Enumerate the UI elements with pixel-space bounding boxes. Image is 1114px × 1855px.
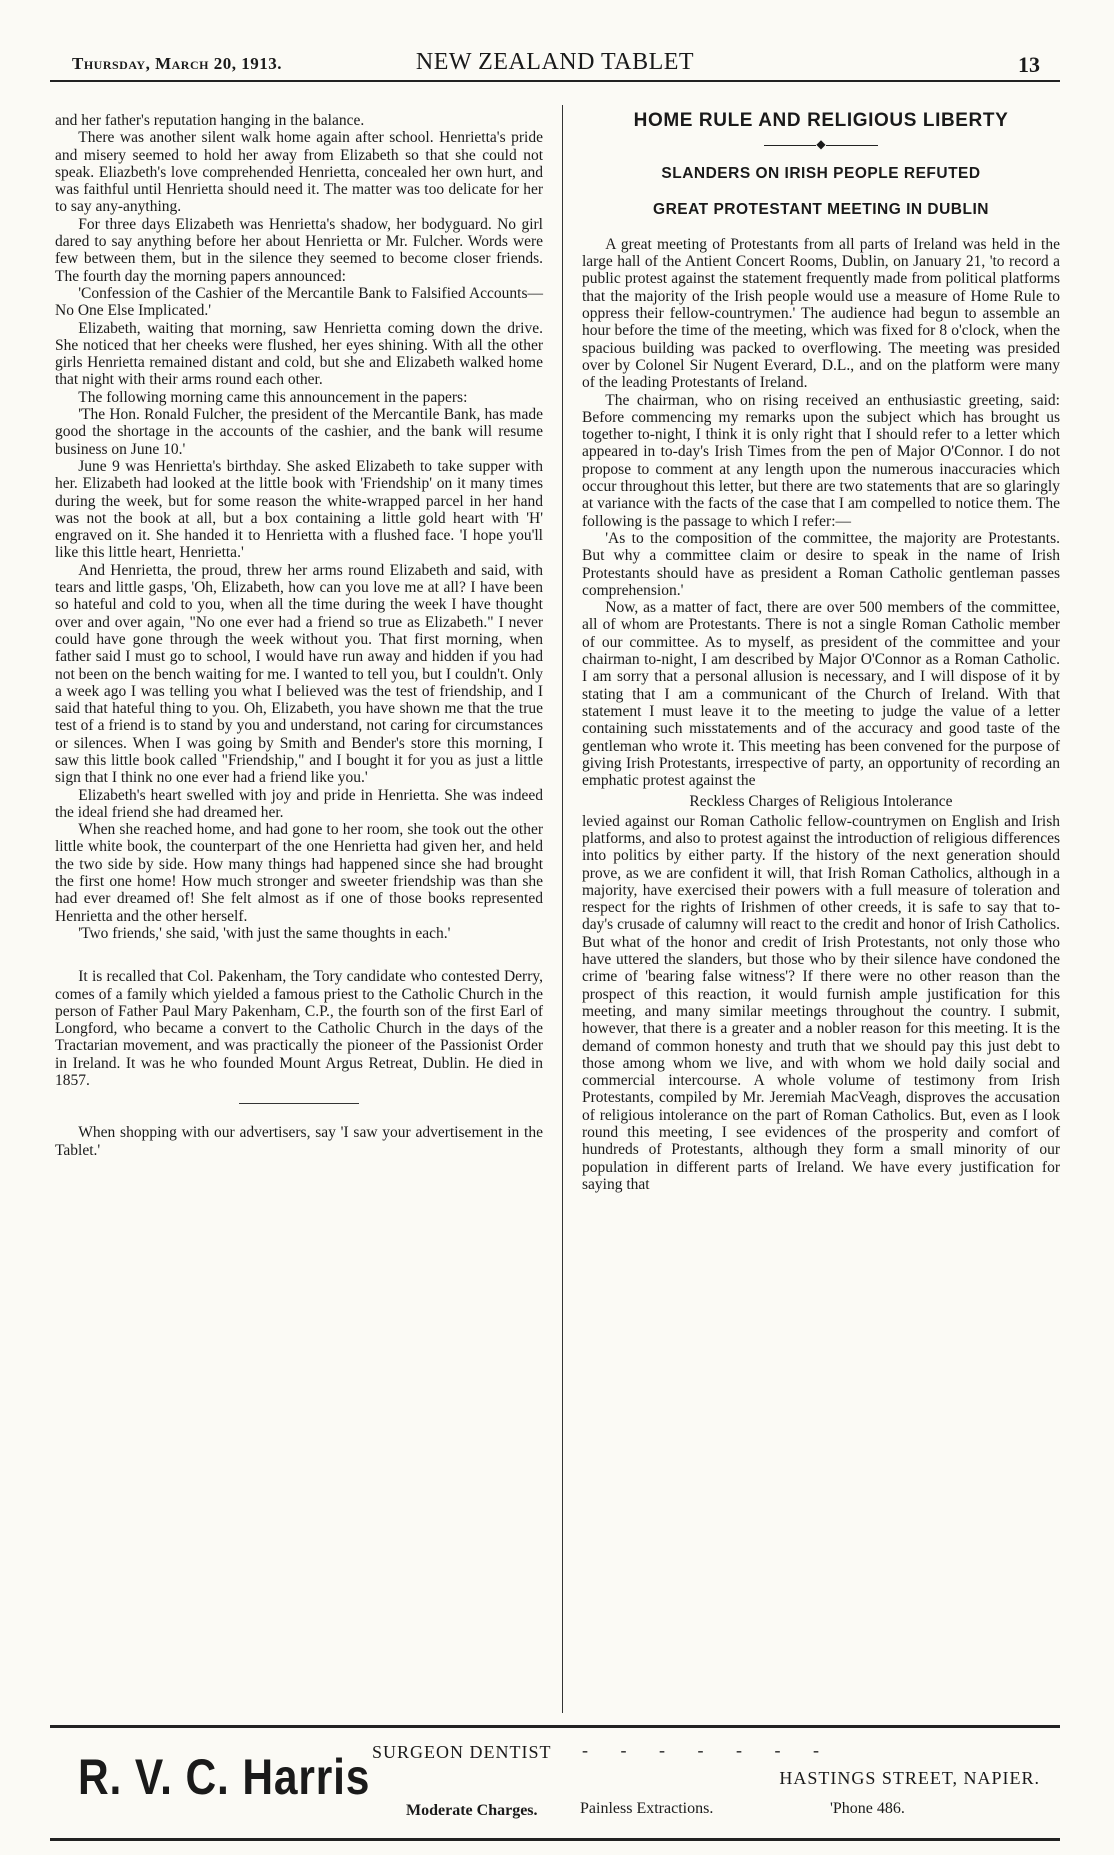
section-heading: Reckless Charges of Religious Intolerance	[689, 793, 953, 811]
page-number: 13	[1018, 52, 1040, 77]
article-paragraph: levied against our Roman Catholic fellow-countrymen on English and Irish platforms, and also to protest against the introduction of religious differences into politics by either party. If the history of the next generation should prove, as we are confident it will, that Irish Roman Catholics, although in a majority, have exercised their powers with a full measure of toleration and respect for the rights of Irishmen of other creeds, it is safe to say that to-day's crusade of calumny will react to the credit and honor of Irish Catholics. But what of the honor and credit of Irish Protestants, not only those who have uttered the slanders, but those who by their silence have condoned the crime of 'bearing false witness'? If there were no other reason than the prospect of this reaction, it would furnish ample justification for this meeting, and many similar meetings throughout the country. I submit, however, that there is a greater and a nobler reason for this meeting. It is the demand of common honesty and truth that we should pay this just debt to those among whom we live, and with whom we hold daily social and commercial intercourse. A whole volume of testimony from Irish Protestants, compiled by Mr. Jeremiah MacVeagh, disproves the accusation of religious intolerance on the part of Roman Catholics. But, even as I look round this meeting, I see evidences of the prosperity and comfort of hundreds of Protestants, although they form a small minority of our population in different parts of Ireland. We have every justification for saying that	[582, 812, 1060, 1193]
article-paragraph: A great meeting of Protestants from all parts of Ireland was held in the large hall of the Antient Concert Rooms, Dublin, on January 21, 'to record a public protest against the statement frequently made from political platforms that the majority of the Irish people would use a measure of Home Rule to oppress their fellow-countrymen.' The audience had begun to assemble an hour before the time of the meeting, which was fixed for 8 o'clock, when the spacious building was packed to overflowing. The meeting was presided over by Colonel Sir Nugent Everard, D.L., and on the platform were many of the leading Protestants of Ireland.	[582, 235, 1060, 392]
article-paragraph: Now, as a matter of fact, there are over 500 members of the committee, all of whom are Protestants. There is not a single Roman Catholic member of our committee. As to myself, as president of the committee and your chairman to-night, I am described by Major O'Connor as a Roman Catholic. I am sorry that a personal allusion is necessary, and I will dispose of it by stating that I am a communicant of the Church of Ireland. With that statement I must leave it to the meeting to judge the value of a letter containing such misstatements and of the accuracy and good taste of the gentleman who wrote it. This meeting has been convened for the purpose of giving Irish Protestants, irrespective of party, an opportunity of recording an emphatic protest against the	[582, 599, 1060, 790]
story-paragraph: 'The Hon. Ronald Fulcher, the president of the Mercantile Bank, has made good the shortage in the accounts of the cashier, and the bank will resume business on June 10.'	[55, 406, 543, 458]
dentist-advertisement	[50, 1725, 1060, 1841]
story-paragraph: The following morning came this announcement in the papers:	[78, 388, 468, 406]
dash-leader: - - - - - - -	[582, 1740, 833, 1760]
advertiser-name: R. V. C. Harris	[78, 1749, 371, 1805]
spacer	[55, 942, 543, 968]
publication-title: NEW ZEALAND TABLET	[415, 49, 695, 75]
left-column	[55, 112, 543, 1159]
advertiser-profession: SURGEON DENTIST	[372, 1742, 552, 1762]
column-divider	[562, 105, 563, 1713]
story-paragraph: Elizabeth, waiting that morning, saw Henrietta coming down the drive. She noticed that her cheeks were flushed, her eyes shining. With all the other girls Henrietta remained distant and cold, but she and Elizabeth walked home that night with their arms round each other.	[55, 319, 543, 389]
charges-note: Moderate Charges.	[406, 1802, 538, 1819]
story-paragraph: 'Confession of the Cashier of the Mercantile Bank to Falsified Accounts—No One Else Implicated.'	[55, 284, 543, 320]
advertiser-address: HASTINGS STREET, NAPIER.	[779, 1768, 1040, 1788]
story-paragraph: For three days Elizabeth was Henrietta's shadow, her bodyguard. No girl dared to say anything before her about Henrietta or Mr. Fulcher. Words were few between them, but in the silence they seemed to become closer friends. The fourth day the morning papers announced:	[55, 215, 543, 285]
story-paragraph: and her father's reputation hanging in the balance.	[55, 112, 365, 129]
extractions-note: Painless Extractions.	[580, 1800, 714, 1817]
phone-number: 'Phone 486.	[830, 1800, 905, 1817]
advertisers-note: When shopping with our advertisers, say 'I saw your advertisement in the Tablet.'	[55, 1124, 543, 1159]
issue-date: Thursday, March 20, 1913.	[72, 54, 282, 73]
article-paragraph: 'As to the composition of the committee, the majority are Protestants. But why a committee claim or desire to speak in the name of Irish Protestants should have as president a Roman Catholic gentleman passes comprehension.'	[582, 529, 1060, 599]
article-subtitle: GREAT PROTESTANT MEETING IN DUBLIN	[653, 200, 989, 218]
pakenham-note: It is recalled that Col. Pakenham, the Tory candidate who contested Derry, comes of a family which yielded a famous priest to the Catholic Church in the person of Father Paul Mary Pakenham, C.P., the fourth son of the first Earl of Longford, who became a convert to the Catholic Church in the days of the Tractarian movement, and was practically the pioneer of the Passionist Order in Ireland. It was he who founded Mount Argus Retreat, Dublin. He died in 1857.	[55, 968, 543, 1090]
story-paragraph: Elizabeth's heart swelled with joy and pride in Henrietta. She was indeed the ideal friend she had dreamed her.	[55, 786, 543, 821]
right-column	[582, 112, 1060, 1193]
page-header	[50, 44, 1060, 82]
divider-rule	[239, 1103, 359, 1104]
article-subtitle: SLANDERS ON IRISH PEOPLE REFUTED	[661, 165, 981, 183]
article-title: HOME RULE AND RELIGIOUS LIBERTY	[633, 110, 1009, 131]
story-paragraph: June 9 was Henrietta's birthday. She asked Elizabeth to take supper with her. Elizabeth had looked at the little book with 'Friendship' on it many times during the week, but for some reason the white-wrapped parcel in her hand was not the book at all, but a box containing a little gold heart with 'H' engraved on it. She handed it to Henrietta with a flushed face. 'I hope you'll like this little heart, Henrietta.'	[55, 457, 543, 562]
ornament-rule: ◆	[582, 139, 1060, 149]
story-paragraph: There was another silent walk home again after school. Henrietta's pride and misery seemed to hold her away from Elizabeth so that she could not speak. Eliazbeth's love comprehended Henrietta, concealed her own hurt, and was faithful until Henrietta should need it. The matter was too delicate for her to say any-anything.	[55, 129, 543, 216]
story-paragraph: 'Two friends,' she said, 'with just the same thoughts in each.'	[78, 924, 451, 942]
story-paragraph: When she reached home, and had gone to her room, she took out the other little white book, the counterpart of the one Henrietta had given her, and held the two side by side. How many things had happened since she had brought the first one home! How much stronger and sweeter friendship was than she had ever dreamed of! She felt almost as if one of those books represented Henrietta and the other herself.	[55, 821, 543, 925]
article-paragraph: The chairman, who on rising received an enthusiastic greeting, said: Before commencing my remarks upon the subject which has brought us together to-night, I think it is only right that I should refer to a letter which appeared in to-day's Irish Times from the pen of Major O'Connor. I do not propose to comment at any length upon the numerous inaccuracies which occur throughout this letter, but there are two statements that are so glaringly at variance with the facts of the case that I am compelled to notice them. The following is the passage to which I refer:—	[582, 391, 1060, 530]
story-paragraph: And Henrietta, the proud, threw her arms round Elizabeth and said, with tears and little gasps, 'Oh, Elizabeth, how can you love me at all? I have been so hateful and cold to you, when all the time during the week I have thought over and over again, "No one ever had a friend so true as Elizabeth." I never could have gone through the week without you. That first morning, when father said I must go to school, I would have run away and hidden if you had not been on the bench waiting for me. I wanted to tell you, but I couldn't. Only a week ago I was telling you what I believed was the test of friendship, and I said that hateful thing to you. Oh, Elizabeth, you have shown me that the true test of a friend is to stand by you and understand, not caring for circumstances or silences. When I was going by Smith and Bender's store this morning, I saw this little book called "Friendship," and I bought it for you as just a little sign that I think no one ever had a friend like you.'	[55, 561, 543, 787]
